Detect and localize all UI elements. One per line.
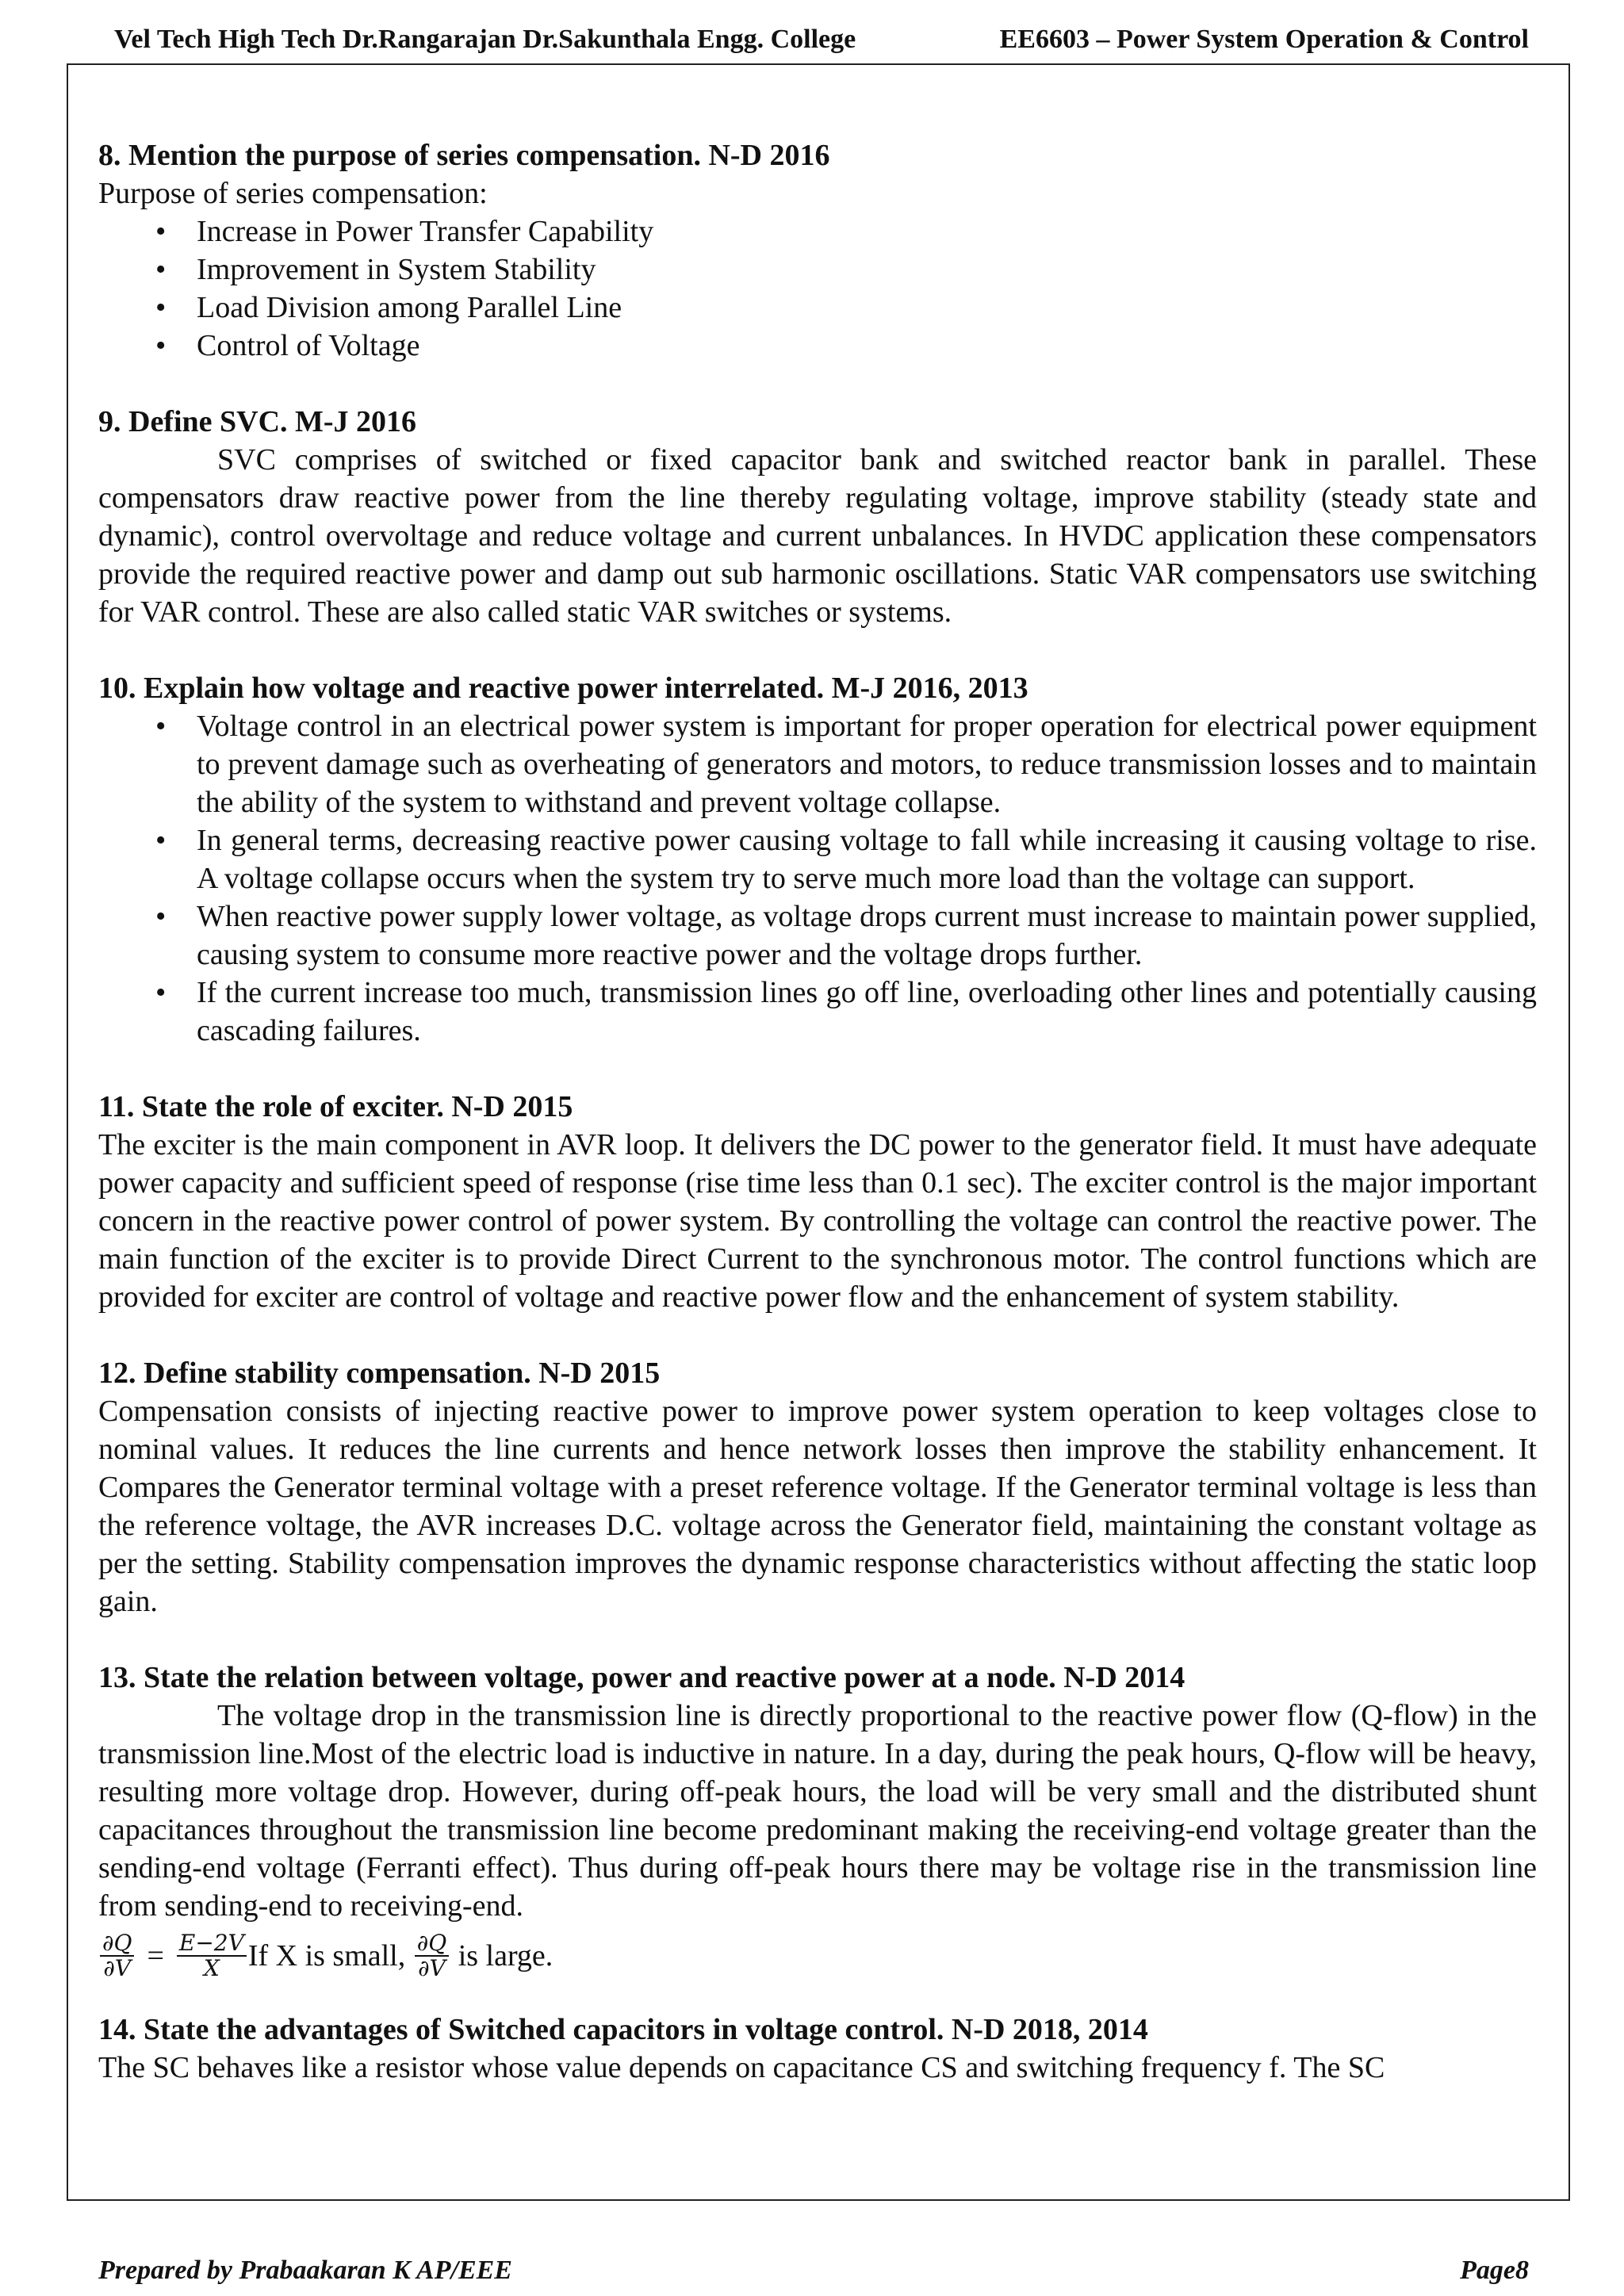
answer-paragraph: Compensation consists of injecting reactive power to improve power system operation to keep voltages close to nominal values. It reduces the line currents and hence network losses then improve the stability enhancement. It Compares the Generator terminal voltage with a preset reference voltage. If the Generator terminal voltage is less than the reference voltage, the AVR increases D.C. voltage across the Generator field, maintaining the constant voltage as per the setting. Stability compensation improves the dynamic response characteristics without affecting the static loop gain. — [98, 1395, 1537, 1618]
list-item: • If the current increase too much, transmission lines go off line, overloading other lines and potentially causing cascading failures. — [98, 974, 1537, 1050]
header-course: EE6603 – Power System Operation & Control — [999, 25, 1529, 54]
list-item: • Improvement in System Stability — [98, 251, 1537, 289]
equation-text: If X is small, — [247, 1939, 406, 1973]
fraction-dq-dv: $\frac{\partial Q}{\partial V}$ — [100, 1931, 134, 1980]
question-10 — [98, 669, 1537, 1050]
question-9 — [98, 403, 1537, 631]
question-title: 13. State the relation between voltage, power and reactive power at a node. N-D 2014 — [98, 1661, 1185, 1694]
question-title: 9. Define SVC. M-J 2016 — [98, 405, 417, 438]
page-header — [97, 22, 1529, 57]
fraction-dq-dv-2: $\frac{\partial Q}{\partial V}$ — [415, 1931, 449, 1980]
answer-paragraph: The SC behaves like a resistor whose value depends on capacitance CS and switching frequency f. The SC — [98, 2051, 1385, 2084]
question-title: 8. Mention the purpose of series compensation. N-D 2016 — [98, 139, 830, 172]
question-8 — [98, 136, 1537, 365]
bullet-list — [98, 707, 1537, 1050]
list-item: • Load Division among Parallel Line — [98, 289, 1537, 327]
list-item: • Voltage control in an electrical power system is important for proper operation for electrical power equipment to prevent damage such as overheating of generators and motors, to reduce transmission losses and to maintain the ability of the system to withstand and prevent voltage collapse. — [98, 707, 1537, 821]
list-item: • When reactive power supply lower voltage, as voltage drops current must increase to maintain power supplied, causing system to consume more reactive power and the voltage drops further. — [98, 897, 1537, 974]
question-title: 10. Explain how voltage and reactive power interrelated. M-J 2016, 2013 — [98, 672, 1028, 705]
question-13 — [98, 1659, 1537, 1987]
bullet-list — [98, 212, 1537, 365]
question-11 — [98, 1088, 1537, 1316]
question-12 — [98, 1354, 1537, 1621]
equation-text-2: is large. — [458, 1939, 553, 1973]
page-footer — [98, 2256, 1529, 2286]
question-title: 14. State the advantages of Switched capacitors in voltage control. N-D 2018, 2014 — [98, 2013, 1148, 2046]
question-title: 12. Define stability compensation. N-D 2015 — [98, 1357, 661, 1390]
question-intro: Purpose of series compensation: — [98, 177, 488, 210]
equals-sign: = — [147, 1939, 164, 1973]
fraction-e-2v-x: $\frac{E-2V}{X}$ — [177, 1931, 247, 1980]
list-item: • Control of Voltage — [98, 327, 1537, 365]
page-content — [98, 136, 1537, 2087]
list-item: • Increase in Power Transfer Capability — [98, 212, 1537, 251]
question-14 — [98, 2011, 1537, 2087]
footer-author: Prepared by Prabaakaran K AP/EEE — [98, 2256, 512, 2285]
answer-paragraph: SVC comprises of switched or fixed capacitor bank and switched reactor bank in parallel. These compensators draw reactive power from the line thereby regulating voltage, improve stability (steady state and dynamic), control overvoltage and reduce voltage and current unbalances. In HVDC application these compensators provide the required reactive power and damp out sub harmonic oscillations. Static VAR compensators use switching for VAR control. These are also called static VAR switches or systems. — [98, 443, 1537, 629]
equation — [98, 1925, 1537, 1987]
answer-paragraph: The voltage drop in the transmission line is directly proportional to the reactive power flow (Q-flow) in the transmission line.Most of the electric load is inductive in nature. In a day, during the peak hours, Q-flow will be heavy, resulting more voltage drop. However, during off-peak hours, the load will be very small and the distributed shunt capacitances throughout the transmission line become predominant making the receiving-end voltage greater than the sending-end voltage (Ferranti effect). Thus during off-peak hours there may be voltage rise in the transmission line from sending-end to receiving-end. — [98, 1699, 1537, 1923]
answer-paragraph: The exciter is the main component in AVR loop. It delivers the DC power to the generator field. It must have adequate power capacity and sufficient speed of response (rise time less than 0.1 sec). The exciter control is the major important concern in the reactive power control of power system. By controlling the voltage can control the reactive power. The main function of the exciter is to provide Direct Current to the synchronous motor. The control functions which are provided for exciter are control of voltage and reactive power flow and the enhancement of system stability. — [98, 1128, 1537, 1314]
list-item: • In general terms, decreasing reactive power causing voltage to fall while increasing it causing voltage to rise. A voltage collapse occurs when the system try to serve much more load than the voltage can support. — [98, 821, 1537, 897]
header-college: Vel Tech High Tech Dr.Rangarajan Dr.Sakunthala Engg. College — [114, 25, 856, 54]
question-title: 11. State the role of exciter. N-D 2015 — [98, 1090, 573, 1123]
page-number: Page8 — [1460, 2256, 1529, 2285]
